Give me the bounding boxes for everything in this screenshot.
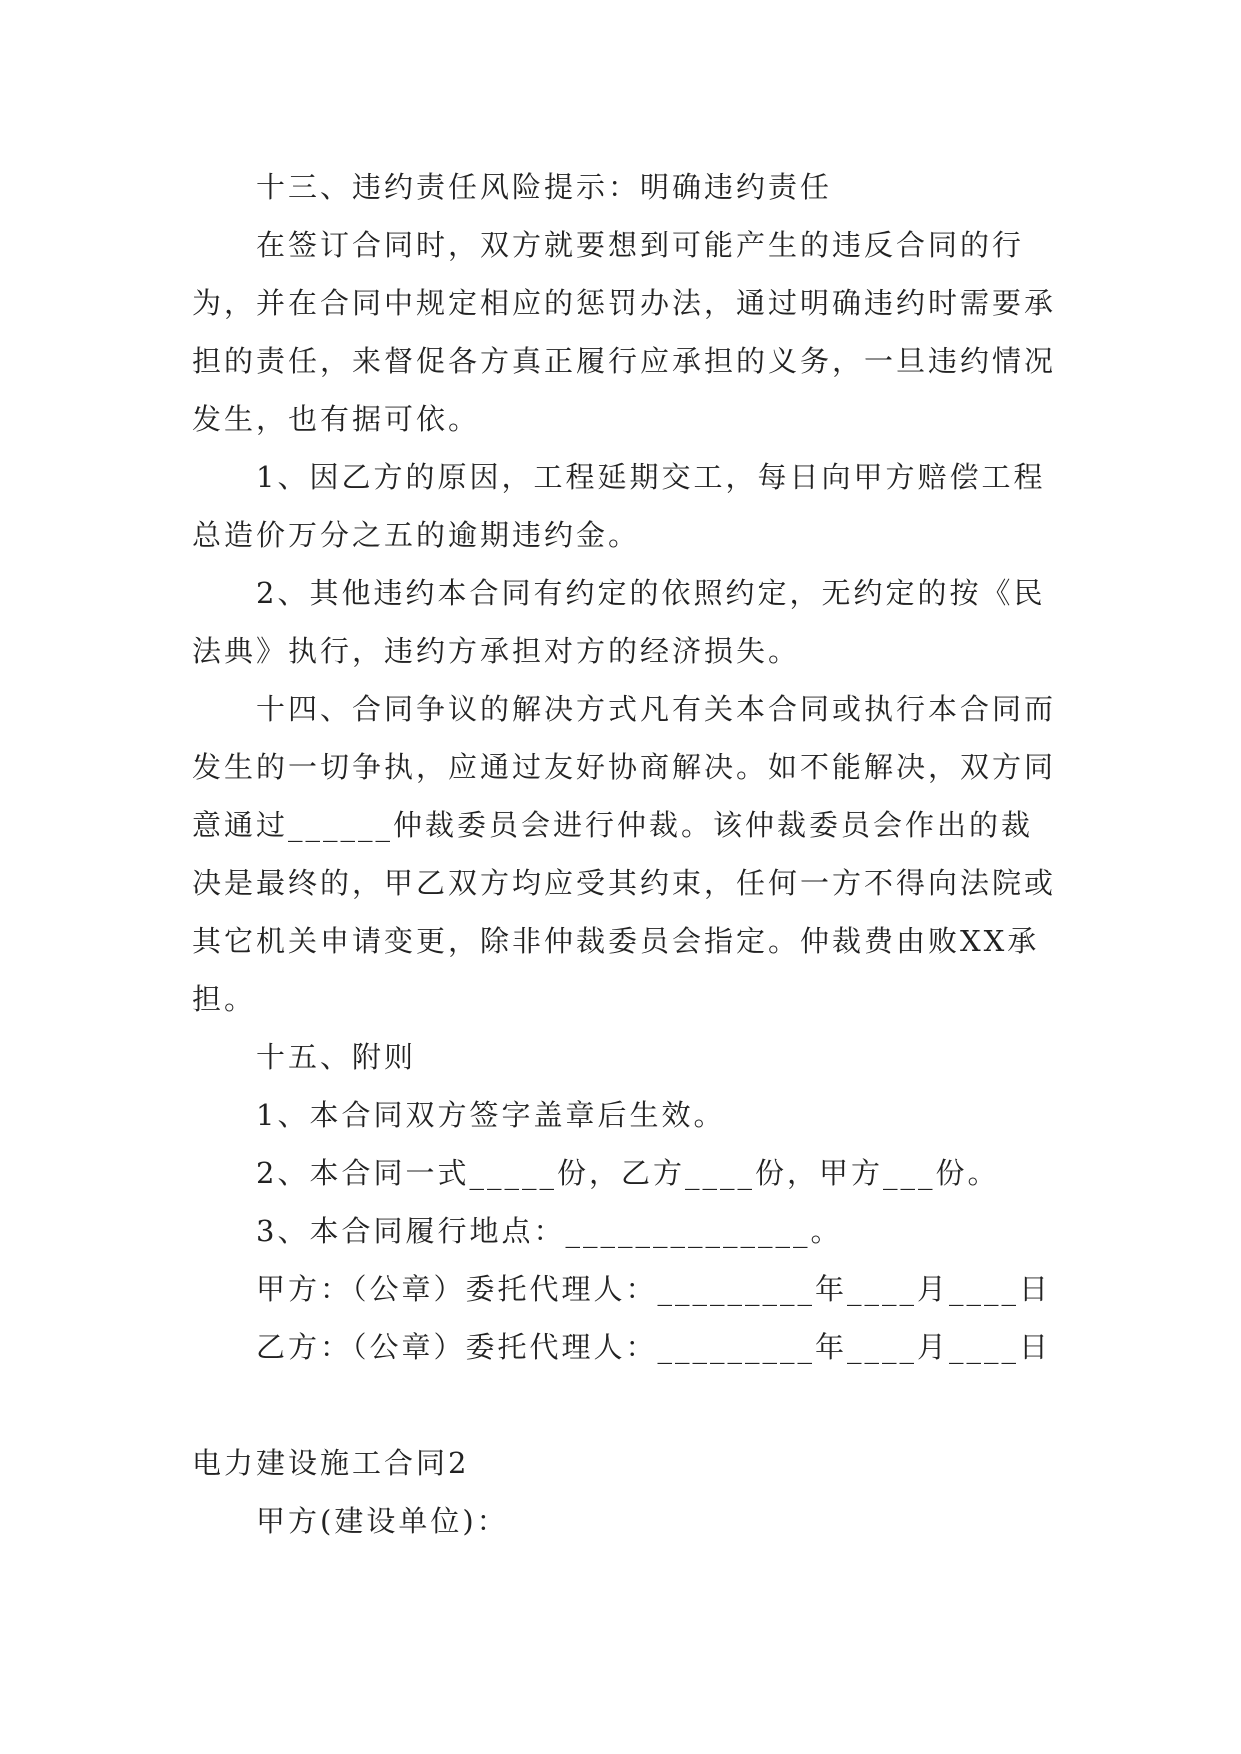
clause-14-text: 十四、合同争议的解决方式凡有关本合同或执行本合同而发生的一切争执，应通过友好协商解决。如不能解决，双方同意通过______仲裁委员会进行仲裁。该仲裁委员会作出的裁决是最终的，甲乙双方均应受其约束，任何一方不得向法院或其它机关申请变更，除非仲裁委员会指定。仲裁费由败XX承担。	[192, 692, 1057, 1016]
party-a-construction-unit: 甲方(建设单位)：	[256, 1504, 509, 1538]
document-body	[192, 158, 1062, 1550]
clause-15-item-1: 1、本合同双方签字盖章后生效。	[256, 1098, 726, 1132]
clause-13-item-2: 2、其他违约本合同有约定的依照约定，无约定的按《民法典》执行，违约方承担对方的经济损失。	[192, 576, 1046, 668]
section-spacer	[192, 1376, 1062, 1434]
clause-13-text: 在签订合同时，双方就要想到可能产生的违反合同的行为，并在合同中规定相应的惩罚办法，通过明确违约时需要承担的责任，来督促各方真正履行应承担的义务，一旦违约情况发生，也有据可依。	[192, 228, 1057, 436]
clause-15-item-2: 2、本合同一式_____份，乙方____份，甲方___份。	[256, 1156, 1000, 1190]
party-a-signature-line: 甲方：（公章）委托代理人：_________年____月____日	[256, 1272, 1052, 1306]
party-b-signature-line: 乙方：（公章）委托代理人：_________年____月____日	[256, 1330, 1052, 1364]
clause-15-heading: 十五、附则	[256, 1040, 417, 1074]
clause-13-item-1: 1、因乙方的原因，工程延期交工，每日向甲方赔偿工程总造价万分之五的逾期违约金。	[192, 460, 1046, 552]
contract-2-title: 电力建设施工合同2	[192, 1446, 470, 1480]
clause-15-item-3: 3、本合同履行地点：______________。	[256, 1214, 843, 1248]
clause-13-heading: 十三、违约责任风险提示：明确违约责任	[256, 170, 833, 204]
